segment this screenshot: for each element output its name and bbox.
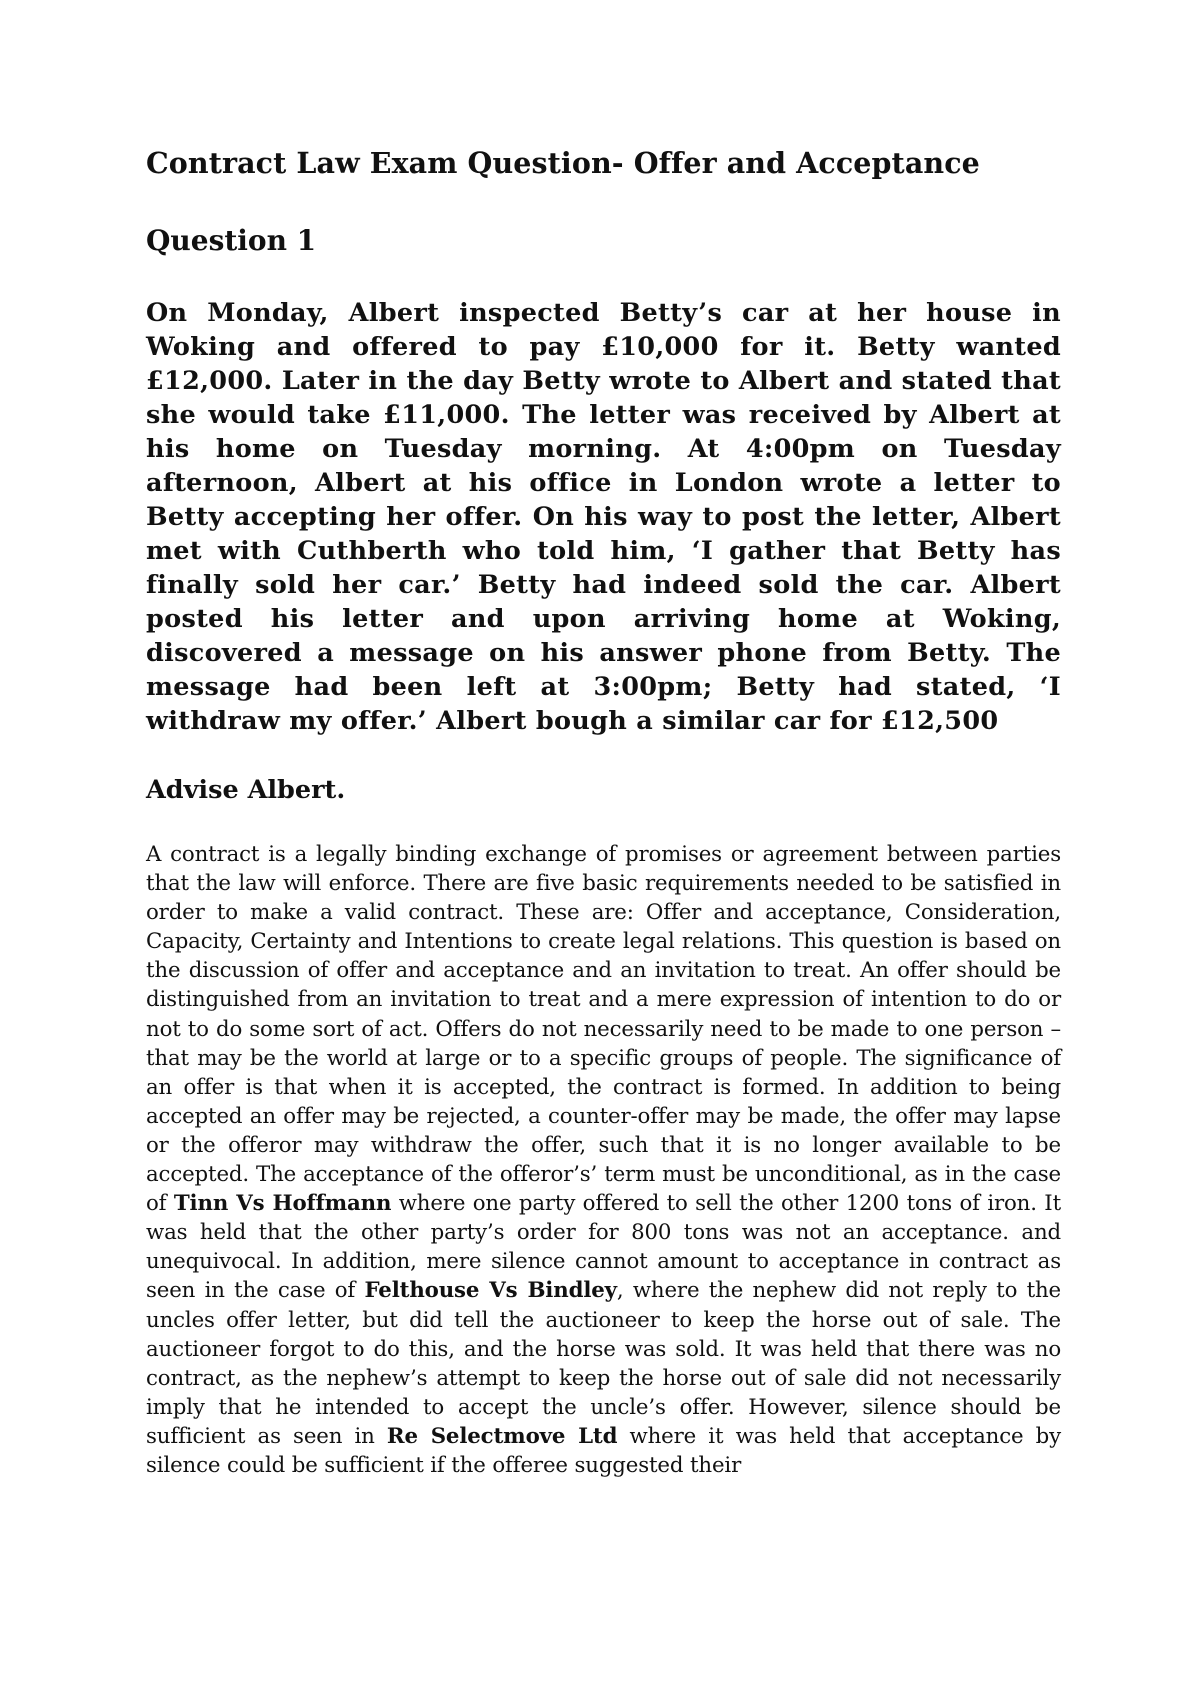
case-name-tinn-hoffmann: Tinn Vs Hoffmann: [173, 1191, 392, 1217]
answer-text-4: where it was held that acceptance by silence could be sufficient if the offeree suggested their: [146, 1423, 1061, 1478]
case-name-felthouse-bindley: Felthouse Vs Bindley: [364, 1278, 617, 1304]
answer-paragraph: [146, 840, 1061, 1480]
case-name-re-selectmove: Re Selectmove Ltd: [386, 1423, 618, 1449]
question-heading: Question 1: [146, 224, 317, 257]
answer-text-2: where one party offered to sell the other 1200 tons of iron. It was held that the other party’s order for 800 tons was not an acceptance. and unequivocal. In addition, mere silence cannot amount to acceptance in contract as seen in the case of: [146, 1191, 1061, 1304]
instruction-heading: Advise Albert.: [146, 775, 346, 805]
question-text: On Monday, Albert inspected Betty’s car at her house in Woking and offered to pay £10,000 for it. Betty wanted £12,000. Later in the day Betty wrote to Albert and stated that she would take £11,000. The letter was received by Albert at his home on Tuesday morning. At 4:00pm on Tuesday afternoon, Albert at his office in London wrote a letter to Betty accepting her offer. On his way to post the letter, Albert met with Cuthberth who told him, ‘I gather that Betty has finally sold her car.’ Betty had indeed sold the car. Albert posted his letter and upon arriving home at Woking, discovered a message on his answer phone from Betty. The message had been left at 3:00pm; Betty had stated, ‘I withdraw my offer.’ Albert bough a similar car for £12,500: [146, 298, 1061, 736]
document-title: Contract Law Exam Question- Offer and Acceptance: [146, 146, 980, 180]
answer-text-1: A contract is a legally binding exchange of promises or agreement between parties that the law will enforce. There are five basic requirements needed to be satisfied in order to make a valid contract. These are: Offer and acceptance, Consideration, Capacity, Certainty and Intentions to create legal relations. This question is based on the discussion of offer and acceptance and an invitation to treat. An offer should be distinguished from an invitation to treat and a mere expression of intention to do or not to do some sort of act. Offers do not necessarily need to be made to one person – that may be the world at large or to a specific groups of people. The significance of an offer is that when it is accepted, the contract is formed. In addition to being accepted an offer may be rejected, a counter-offer may be made, the offer may lapse or the offeror may withdraw the offer, such that it is no longer available to be accepted. The acceptance of the offeror’s’ term must be unconditional, as in the case of: [146, 842, 1061, 1217]
answer-text-3: , where the nephew did not reply to the uncles offer letter, but did tell the auctioneer to keep the horse out of sale. The auctioneer forgot to do this, and the horse was sold. It was held that there was no contract, as the nephew’s attempt to keep the horse out of sale did not necessarily imply that he intended to accept the uncle’s offer. However, silence should be sufficient as seen in: [146, 1278, 1062, 1449]
